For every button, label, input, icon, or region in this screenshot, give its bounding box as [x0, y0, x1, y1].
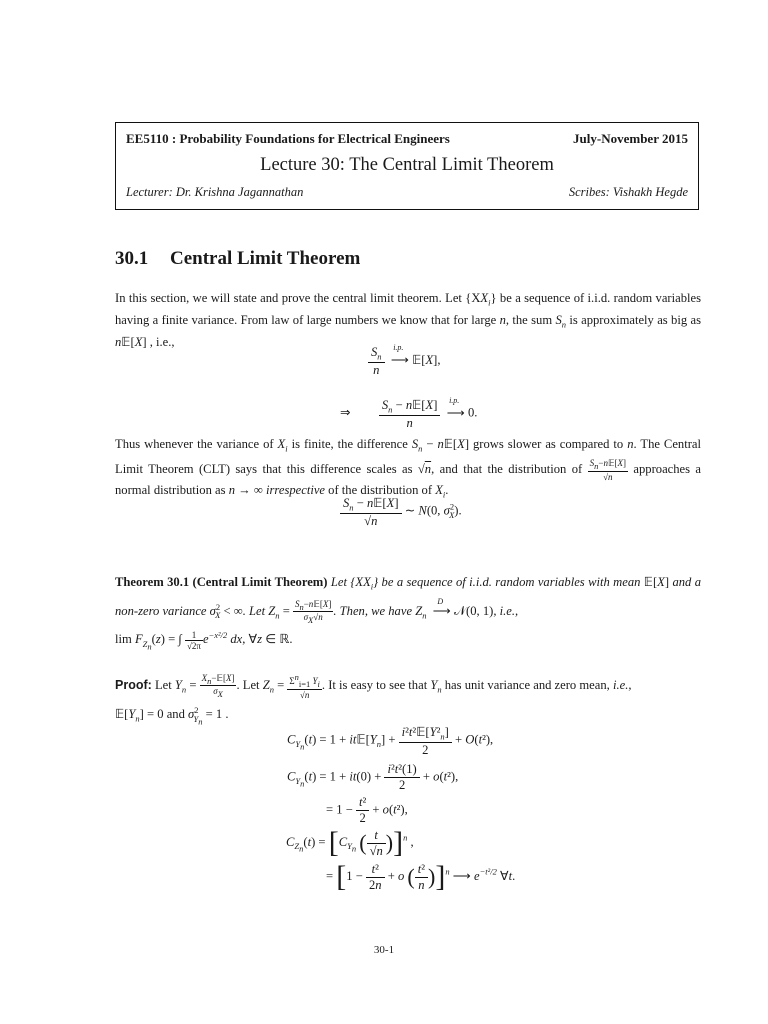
proof-label: Proof:: [115, 677, 152, 692]
implies-symbol: ⇒: [340, 405, 351, 420]
section-title: Central Limit Theorem: [170, 248, 361, 269]
equation-char-fn-expansion: $C_{Y_n}(t) = 1$ + $it𝔼[Y_n]$ + $\frac{i^2t^2𝔼[Y^2_n]}{2}$ + O(t²),: [287, 725, 494, 757]
lecture-title: Lecture 30: The Central Limit Theorem: [260, 155, 554, 175]
proof-intro: Proof: Let $Y_n$ = $X_n-𝔼[X]$ $\sigma_X$ . Let $Z_n$ = $\Sigma^n_{i=1}$ $Y_i$ √n . It is easy to see that $Y_n$ has unit variance and zero mean, i.e., $𝔼[Y_n] = 0$ and $\sigma^2_{Y_n} = 1$ .: [115, 672, 632, 727]
equation-char-fn-simplified: = 1 − $\frac{\text{t²}}{2}$ + o(t²),: [326, 795, 408, 825]
section-heading: [115, 248, 360, 270]
course-title: EE5110 : Probability Foundations for Electrical Engineers: [126, 131, 450, 146]
equation-char-fn-zn: $C_{Z_n}(t) = [C_{Y_n}$ ( $\frac{t}{√n}$ )]$^n$ ,: [286, 826, 414, 859]
equation-char-fn-limit: = [1 − $\frac{\text{t²}}{2n}$ + o ( $\frac{\text{t²}}{n}$ )]$^n$ ⟶ $e^{-t^2/2}$ ∀t.: [326, 860, 516, 893]
lecture-header-box: [115, 122, 699, 210]
course-date: July-November 2015: [573, 131, 688, 146]
scribe-name: Scribes: Vishakh Hegde: [568, 185, 688, 199]
clt-explanation-paragraph: Thus whenever the variance of $X_i$ is finite, the difference $S_n$ − n𝔼[X] grows slower as compared to n. The Central Limit Theorem (CLT) says that this difference scales as √n, and that the distribution of $S_n-n𝔼[X]$ √n approaches a normal distribution as n → ∞ irrespective of the distribution of $X_i$.: [115, 437, 702, 500]
equation-lln: $\frac{S_n}{n}$ i.p. ⟶ 𝔼[X],: [368, 345, 441, 378]
section-number: 30.1: [115, 248, 149, 269]
lecturer-name: Lecturer: Dr. Krishna Jagannathan: [126, 185, 304, 199]
equation-char-fn-substituted: $C_{Y_n}(t) = 1 + it(0)$ + $\frac{\text{i²t²(1)}}{2}$ + o(t²),: [287, 762, 459, 792]
theorem-heading: Theorem 30.1 (Central Limit Theorem): [115, 575, 328, 589]
page-number: 30-1: [373, 944, 395, 956]
equation-clt-normal: $\frac{S_n - n𝔼[X]}{√n}$ ∼ N(0, $\sigma^2_X$).: [340, 495, 462, 529]
equation-lln-centered: ⇒ $\frac{S_n - n𝔼[X]}{n}$ i.p. ⟶ 0.: [340, 395, 478, 430]
intro-paragraph: In this section, we will state and prove the central limit theorem. Let $\{XX_i\}$ be a sequence of i.i.d. random variables having a finite variance. From law of large numbers we know that for large n, the sum $S_n$ is approximately as big as n𝔼[X] , i.e.,: [115, 291, 701, 350]
theorem-clt: Theorem 30.1 (Central Limit Theorem) Let $\{XX_i\}$ be a sequence of i.i.d. random variables with mean 𝔼[X] and a non-zero variance $\sigma^2_X$ < ∞. Let $Z_n$ = $S_n-n𝔼[X]$ $\sigma_X√n$ . Then, we have $Z_n$ D ⟶ 𝒩(0, 1), i.e., $\lim F_{Z_n}(z)$ = ∫ $\frac{1}{√2\pi}$ $e^{-x^2/2}$ dx, ∀z ∈ ℝ.: [115, 575, 702, 652]
